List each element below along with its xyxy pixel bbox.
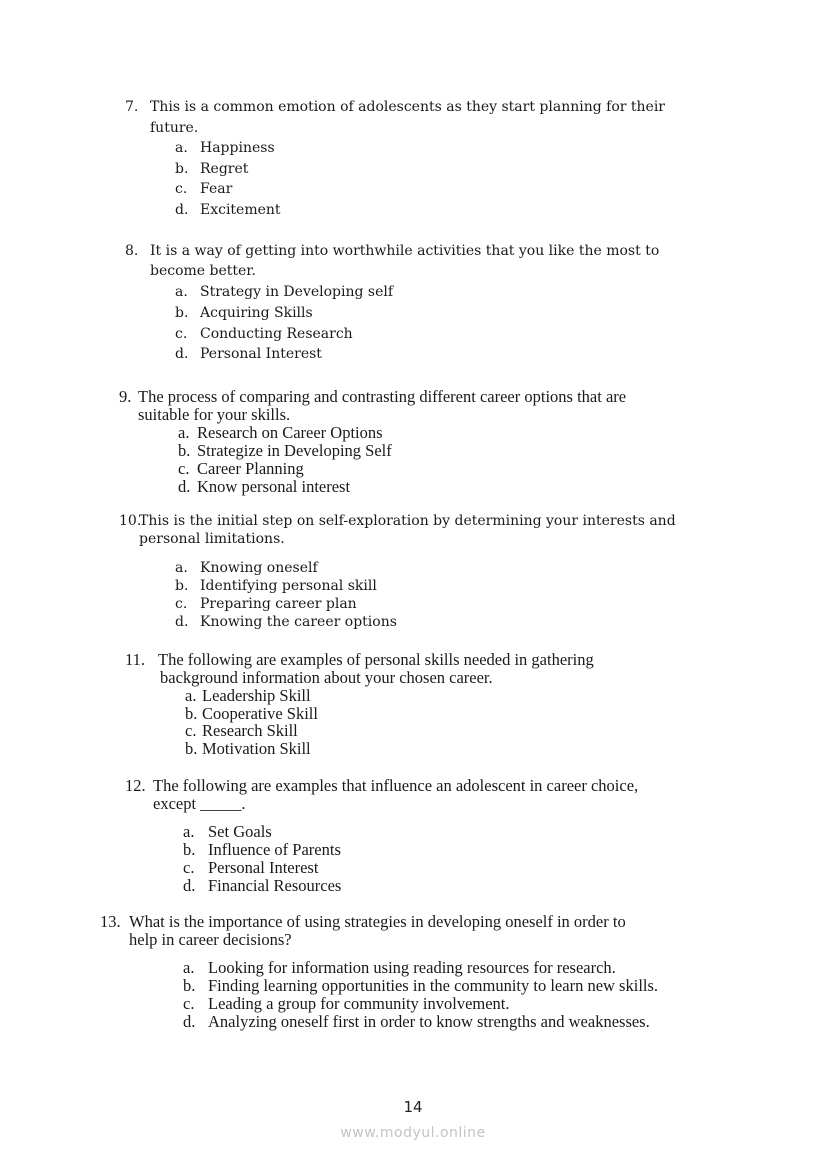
option-text: Strategy in Developing self xyxy=(200,284,394,300)
option-letter: a. xyxy=(183,958,195,977)
option-letter: d. xyxy=(175,614,189,630)
option-letter: c. xyxy=(185,721,197,740)
question-stem-line: suitable for your skills. xyxy=(138,405,291,424)
option-letter: d. xyxy=(175,346,189,362)
question-stem-line: The process of comparing and contrasting different career options that are xyxy=(138,387,627,406)
question-stem-line: What is the importance of using strategies in developing oneself in order to xyxy=(129,912,626,931)
option-letter: b. xyxy=(183,976,196,995)
option-text: Personal Interest xyxy=(208,858,319,877)
option-letter: d. xyxy=(183,1012,196,1031)
question-number: 9. xyxy=(119,387,132,406)
option-letter: a. xyxy=(178,423,190,442)
question-number: 8. xyxy=(125,243,139,259)
option-text: Personal Interest xyxy=(200,346,322,362)
option-letter: b. xyxy=(178,441,191,460)
option-text: Regret xyxy=(200,161,249,177)
question-stem-line: become better. xyxy=(150,263,256,279)
option-text: Research Skill xyxy=(202,721,298,740)
option-letter: d. xyxy=(178,477,191,496)
option-text: Looking for information using reading resources for research. xyxy=(208,958,616,977)
page-number: 14 xyxy=(403,1098,423,1116)
option-letter: a. xyxy=(185,686,197,705)
option-letter: b. xyxy=(175,305,189,321)
option-letter: b. xyxy=(175,578,189,594)
question-number: 13. xyxy=(100,912,121,931)
option-letter: a. xyxy=(175,140,188,156)
option-text: Finding learning opportunities in the community to learn new skills. xyxy=(208,976,659,995)
option-letter: a. xyxy=(175,560,188,576)
option-text: Preparing career plan xyxy=(200,596,357,612)
watermark: www.modyul.online xyxy=(340,1125,486,1141)
question-stem-line: This is a common emotion of adolescents as they start planning for their xyxy=(150,99,665,115)
question-stem-line: This is the initial step on self-exploration by determining your interests and xyxy=(139,513,676,529)
option-letter: b. xyxy=(183,840,196,859)
option-letter: a. xyxy=(183,822,195,841)
option-text: Acquiring Skills xyxy=(200,305,313,321)
option-letter: a. xyxy=(175,284,188,300)
option-text: Happiness xyxy=(200,140,275,156)
option-text: Knowing oneself xyxy=(200,560,318,576)
question-number: 12. xyxy=(125,776,146,795)
option-letter: b. xyxy=(185,704,198,723)
option-text: Set Goals xyxy=(208,822,272,841)
option-text: Analyzing oneself first in order to know strengths and weaknesses. xyxy=(208,1012,650,1031)
option-letter: c. xyxy=(175,181,188,197)
option-text: Financial Resources xyxy=(208,876,342,895)
question-stem-line: personal limitations. xyxy=(139,531,285,547)
option-text: Knowing the career options xyxy=(200,614,397,630)
option-letter: d. xyxy=(183,876,196,895)
question-number: 10. xyxy=(119,513,142,529)
question-stem-line: help in career decisions? xyxy=(129,930,292,949)
option-text: Career Planning xyxy=(197,459,304,478)
option-letter: c. xyxy=(175,326,188,342)
question-stem-line: except _____. xyxy=(153,794,246,813)
question-stem-line: future. xyxy=(150,120,199,136)
option-text: Leading a group for community involvement. xyxy=(208,994,510,1013)
question-number: 11. xyxy=(125,650,146,669)
option-text: Motivation Skill xyxy=(202,739,311,758)
question-number: 7. xyxy=(125,99,139,115)
option-letter: b. xyxy=(175,161,189,177)
option-letter: c. xyxy=(178,459,190,478)
option-text: Identifying personal skill xyxy=(200,578,377,594)
option-letter: c. xyxy=(183,858,195,877)
option-text: Conducting Research xyxy=(200,326,353,342)
option-text: Leadership Skill xyxy=(202,686,311,705)
option-text: Influence of Parents xyxy=(208,840,341,859)
option-text: Research on Career Options xyxy=(197,423,383,442)
option-letter: b. xyxy=(185,739,198,758)
option-letter: c. xyxy=(175,596,188,612)
question-stem-line: background information about your chosen career. xyxy=(160,668,493,687)
option-text: Cooperative Skill xyxy=(202,704,318,723)
question-stem-line: The following are examples that influence an adolescent in career choice, xyxy=(153,776,639,795)
option-text: Know personal interest xyxy=(197,477,351,496)
option-text: Strategize in Developing Self xyxy=(197,441,392,460)
question-stem-line: The following are examples of personal skills needed in gathering xyxy=(158,650,594,669)
option-letter: c. xyxy=(183,994,195,1013)
option-text: Fear xyxy=(200,181,233,197)
option-text: Excitement xyxy=(200,202,281,218)
option-letter: d. xyxy=(175,202,189,218)
question-stem-line: It is a way of getting into worthwhile activities that you like the most to xyxy=(150,243,660,259)
